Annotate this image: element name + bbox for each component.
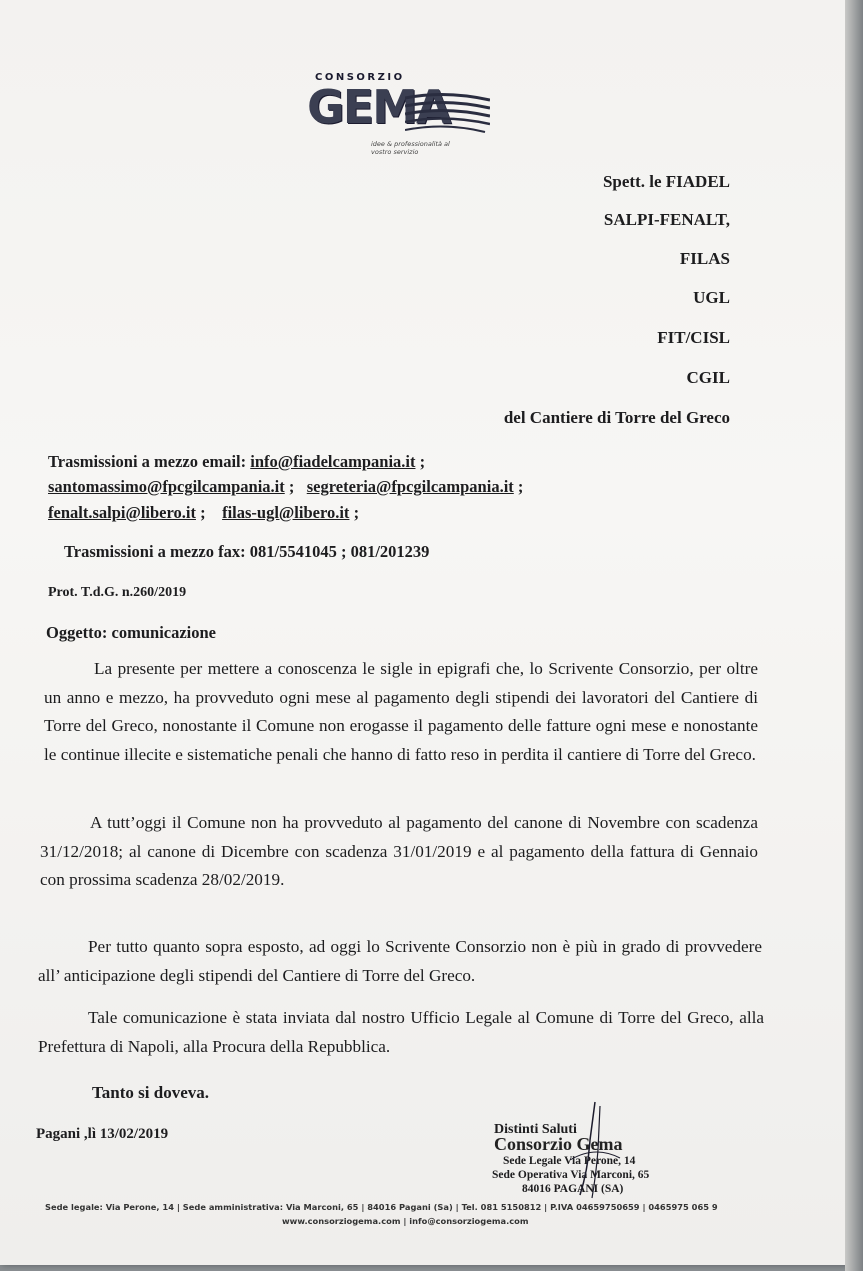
email-link[interactable]: info@fiadelcampania.it	[250, 452, 416, 471]
recipient-line: del Cantiere di Torre del Greco	[503, 408, 730, 427]
recipient-line: Spett. le FIADEL	[602, 172, 730, 191]
stamp-name: Consorzio Gema	[494, 1134, 623, 1154]
fax-numbers: 081/5541045 ; 081/201239	[249, 542, 430, 561]
recipient-line: CGIL	[686, 368, 730, 387]
recipient-line: UGL	[693, 288, 730, 307]
email-link[interactable]: santomassimo@fpcgilcampania.it	[48, 477, 285, 496]
body-paragraph: Tale comunicazione è stata inviata dal nostro Ufficio Legale al Comune di Torre del Greco, alla Prefettura di Napoli, alla Procura della Repubblica.	[38, 1008, 764, 1056]
letterhead-logo	[305, 70, 495, 165]
place-date: Pagani ,lì 13/02/2019	[36, 1126, 169, 1142]
stamp-sede-operativa: Sede Operativa Via Marconi, 65	[492, 1169, 650, 1181]
body-paragraph: Per tutto quanto sopra esposto, ad oggi lo Scrivente Consorzio non è più in grado di provvedere all’ anticipazione degli stipendi del Cantiere di Torre del Greco.	[38, 937, 762, 985]
page-edge-shadow	[845, 0, 863, 1271]
email-link[interactable]: filas-ugl@libero.it	[222, 503, 350, 522]
stamp-city: 84016 PAGANI (SA)	[522, 1183, 624, 1195]
footer-web: www.consorziogema.com | info@consorziogema.com	[282, 1216, 529, 1226]
stamp-sede-legale: Sede Legale Via Perone, 14	[503, 1155, 636, 1167]
logo-stripes-icon	[405, 90, 490, 140]
body-paragraph: La presente per mettere a conoscenza le sigle in epigrafi che, lo Scrivente Consorzio, per oltre un anno e mezzo, ha provveduto ogni mese al pagamento degli stipendi dei lavoratori del Cantiere di Torre del Greco, nonostante il Comune non erogasse il pagamento delle fatture ogni mese e nonostante le continue illecite e sistematiche penali che hanno di fatto reso in perdita il cantiere di Torre del Greco.	[44, 659, 758, 764]
body-paragraph: A tutt’oggi il Comune non ha provveduto al pagamento del canone di Novembre con scadenza 31/12/2018; al canone di Dicembre con scadenza 31/01/2019 e al pagamento della fattura di Gennaio con prossima scadenza 28/02/2019.	[40, 813, 758, 889]
email-transmission-line-3: fenalt.salpi@libero.it ; filas-ugl@libero.it ;	[48, 503, 360, 522]
email-link[interactable]: segreteria@fpcgilcampania.it	[306, 477, 514, 496]
recipient-line: FILAS	[679, 249, 730, 268]
fax-transmission-line	[64, 542, 429, 562]
subject-line: Oggetto: comunicazione	[46, 623, 217, 642]
signature-greeting: Distinti Saluti	[494, 1122, 577, 1137]
logo-gema-text: GEMA	[307, 80, 450, 134]
protocol-number: Prot. T.d.G. n.260/2019	[48, 585, 187, 600]
closing-text: Tanto si doveva.	[92, 1083, 209, 1102]
recipient-line: SALPI-FENALT,	[603, 210, 730, 229]
logo-tagline: idee & professionalità al vostro servizio	[371, 140, 450, 156]
recipient-line: FIT/CISL	[657, 328, 730, 347]
handwritten-signature-icon	[560, 1100, 630, 1200]
email-transmission-line-2: santomassimo@fpcgilcampania.it ; segreteria@fpcgilcampania.it ;	[48, 477, 524, 496]
fax-transmission-label: Trasmissioni a mezzo fax:	[64, 542, 246, 561]
email-link[interactable]: fenalt.salpi@libero.it	[48, 503, 196, 522]
email-transmission-line-1: Trasmissioni a mezzo email: info@fiadelcampania.it ;	[48, 452, 426, 471]
footer-address: Sede legale: Via Perone, 14 | Sede amministrativa: Via Marconi, 65 | 84016 Pagani (Sa) | Tel. 081 5150812 | P.IVA 04659750659 | 0465975 065 9	[45, 1202, 718, 1212]
logo-consorzio-text: CONSORZIO	[315, 72, 405, 83]
email-transmission-label: Trasmissioni a mezzo email:	[48, 452, 247, 471]
